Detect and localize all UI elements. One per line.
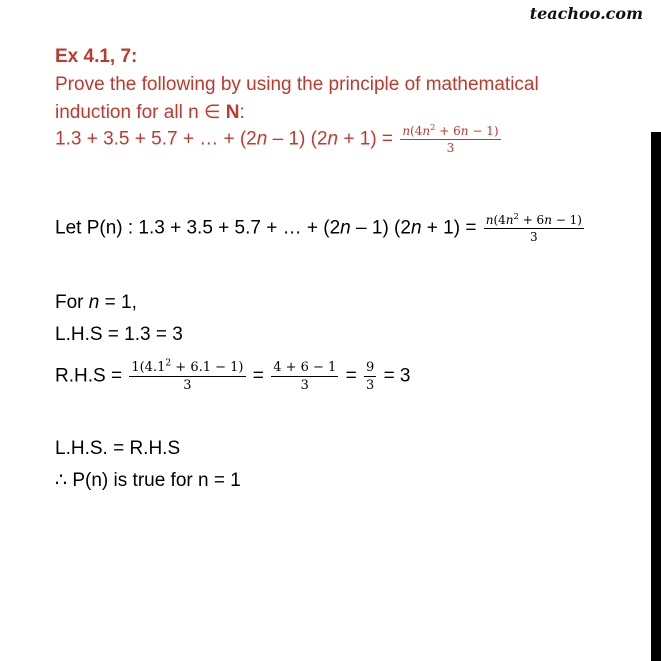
series-mid: – 1) (2: [267, 128, 328, 150]
exercise-heading: Ex 4.1, 7:: [55, 46, 138, 67]
let-statement: [55, 213, 586, 244]
let-fraction: [484, 213, 584, 244]
equality-line: L.H.S. = R.H.S: [55, 438, 181, 459]
natural-numbers-symbol: N: [225, 102, 240, 123]
base-case-n: n: [88, 292, 100, 313]
question-series: [55, 124, 503, 155]
base-case-intro: For n = 1,: [55, 292, 137, 313]
rhs-label: R.H.S =: [55, 365, 123, 387]
series-n1: n: [256, 128, 268, 150]
series-pre: 1.3 + 3.5 + 5.7 + … + (2: [55, 128, 257, 150]
question-fraction-numerator: $n(4n^2 + 6n - 1)$: [402, 122, 499, 138]
question-line-2: [55, 102, 245, 124]
let-mid: – 1) (2: [350, 217, 411, 239]
let-post: + 1) =: [421, 217, 477, 239]
let-fraction-denominator: 3: [530, 230, 538, 244]
let-n1: n: [340, 217, 351, 239]
watermark-logo: teachoo.com: [529, 4, 643, 23]
question-fraction: [400, 124, 500, 155]
rhs-line: R.H.S = $\frac{1(4.1^2 + 6.1 - 1)}{3}$ = $\frac{4 + 6 - 1}{3}$ = $\frac{9}{3}$ = 3: [55, 358, 411, 393]
rhs-fraction-3: $\frac{9}{3}$: [366, 360, 375, 393]
question-line-2-pre: induction for all n ∈: [55, 102, 226, 123]
series-n2: n: [327, 128, 339, 150]
question-fraction-denominator: 3: [446, 141, 455, 155]
let-fraction-numerator: $n(4n^2 + 6n - 1)$: [485, 211, 582, 227]
rhs-fraction-2: $\frac{4 + 6 - 1}{3}$: [273, 360, 337, 393]
question-line-1: Prove the following by using the principle of mathematical: [55, 74, 539, 95]
conclusion-line: ∴ P(n) is true for n = 1: [55, 470, 241, 491]
series-post: + 1) =: [338, 128, 394, 150]
rhs-fraction-1: $\frac{1(4.1^2 + 6.1 - 1)}{3}$: [131, 358, 244, 393]
let-n2: n: [410, 217, 422, 239]
let-pre: Let P(n) : 1.3 + 3.5 + 5.7 + … + (2: [55, 217, 341, 239]
question-line-2-post: :: [239, 102, 245, 123]
side-decoration-bar: [651, 132, 661, 661]
lhs-line: L.H.S = 1.3 = 3: [55, 324, 183, 345]
